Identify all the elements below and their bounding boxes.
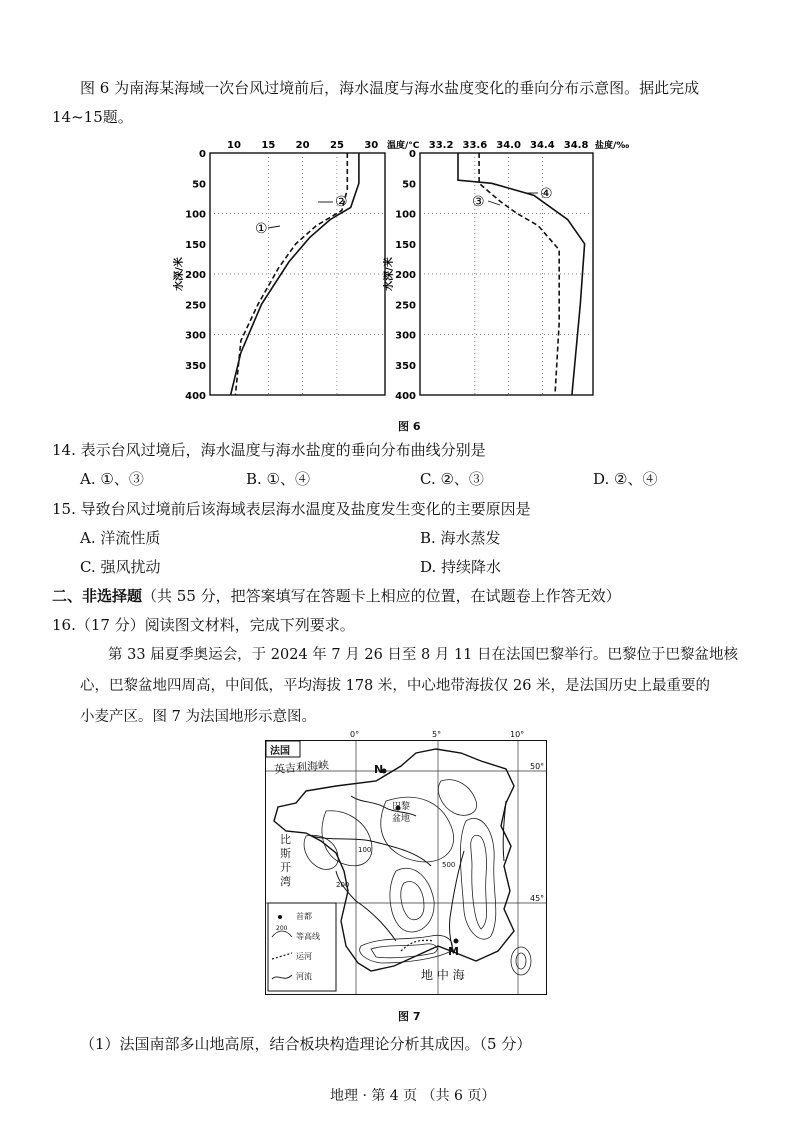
contour-line xyxy=(471,835,487,929)
x-tick-label: 34.8 xyxy=(563,140,589,151)
y-tick-label: 100 xyxy=(185,209,206,221)
label-contour-200: 200 xyxy=(336,881,350,889)
x-tick-label: 10 xyxy=(227,140,241,151)
x-tick-label: 30 xyxy=(364,140,379,151)
contour-line xyxy=(390,868,434,932)
label-biscay-3: 开 xyxy=(280,861,291,874)
q16-paragraph-line-3: 小麦产区。图 7 为法国地形示意图。 xyxy=(80,709,316,725)
point-m-dot xyxy=(454,939,459,944)
label-mediterranean: 地 中 海 xyxy=(421,968,465,982)
label-biscay-2: 斯 xyxy=(280,847,291,860)
y-tick-label: 200 xyxy=(185,270,206,281)
label-english-channel: 英吉利海峡 xyxy=(273,758,330,777)
y-tick-label: 250 xyxy=(395,300,416,312)
x-tick-label: 33.6 xyxy=(462,140,488,151)
legend-canal: 运河 xyxy=(296,952,312,961)
contour-line xyxy=(460,818,495,939)
intro-line-1: 图 6 为南海某海域一次台风过境前后，海水温度与海水盐度变化的垂向分布示意图。据此完成 xyxy=(80,79,700,97)
plot-frame xyxy=(420,153,593,395)
series-label: ② xyxy=(335,194,348,210)
label-biscay-1: 比 xyxy=(280,833,291,846)
y-tick-label: 100 xyxy=(395,209,416,221)
lat-label-45: 45° xyxy=(530,894,545,903)
y-tick-label: 50 xyxy=(192,179,206,191)
series-label: ④ xyxy=(540,186,553,202)
series-label: ③ xyxy=(472,194,485,210)
q15-option-c: C. 强风扰动 xyxy=(80,558,161,576)
y-tick-label: 350 xyxy=(185,360,206,372)
y-tick-label: 400 xyxy=(185,391,206,402)
label-basin: 盆地 xyxy=(392,814,411,824)
label-biscay-4: 湾 xyxy=(280,875,291,888)
x-tick-label: 20 xyxy=(295,140,310,151)
contour-line xyxy=(438,780,476,816)
legend-capital-symbol xyxy=(278,915,282,919)
q15-option-b: B. 海水蒸发 xyxy=(420,529,501,547)
map-title: 法国 xyxy=(270,746,290,757)
y-tick-label: 400 xyxy=(395,391,416,402)
q16-paragraph-line-2: 心，巴黎盆地四周高，中间低，平均海拔 178 米，中心地带海拔仅 26 米，是法国历史上最重要的 xyxy=(80,678,711,694)
lon-label-5: 5° xyxy=(432,730,442,739)
y-tick-label: 350 xyxy=(395,360,416,372)
label-paris: 巴黎 xyxy=(392,802,411,812)
q15-stem: 15. 导致台风过境前后该海域表层海水温度及盐度发生变化的主要原因是 xyxy=(52,500,531,518)
section2-heading xyxy=(52,586,621,606)
x-tick-label: 33.2 xyxy=(428,140,454,151)
q14-option-a: A. ①、③ xyxy=(80,470,144,488)
q14-stem: 14. 表示台风过境后，海水温度与海水盐度的垂向分布曲线分别是 xyxy=(52,441,486,459)
y-tick-label: 150 xyxy=(185,239,206,251)
label-m: M xyxy=(448,945,459,958)
q14-option-c: C. ②、③ xyxy=(420,470,484,488)
figure6-caption: 图 6 xyxy=(398,420,421,433)
intro-line-2: 14~15题。 xyxy=(52,108,133,126)
lon-label-10: 10° xyxy=(510,730,525,739)
y-tick-label: 250 xyxy=(185,300,206,312)
legend-capital: 首都 xyxy=(296,912,312,921)
lon-label-0: 0° xyxy=(350,730,360,739)
section2-title: 二、非选择题 xyxy=(52,587,143,605)
y-tick-label: 50 xyxy=(402,179,416,191)
q16-paragraph-line-1: 第 33 届夏季奥运会，于 2024 年 7 月 26 日至 8 月 11 日在法国巴黎举行。巴黎位于巴黎盆地核 xyxy=(108,647,739,663)
section2-instructions: （共 55 分，把答案填写在答题卡上相应的位置，在试题卷上作答无效） xyxy=(142,587,621,605)
corsica-contour-inner xyxy=(516,953,526,969)
q14-option-b: B. ①、④ xyxy=(246,470,311,488)
corsica-contour xyxy=(511,947,531,975)
label-contour-100: 100 xyxy=(358,846,372,854)
france-terrain-map xyxy=(265,740,547,995)
q14-option-d: D. ②、④ xyxy=(593,470,658,488)
q16-sub-1: （1）法国南部多山地高原，结合板块构造理论分析其成因。（5 分） xyxy=(80,1035,532,1053)
legend-contour-value: 200 xyxy=(276,925,288,932)
contour-line xyxy=(360,935,453,963)
x-tick-label: 34.4 xyxy=(530,140,555,151)
x-tick-label: 25 xyxy=(329,140,344,151)
contour-line xyxy=(401,882,424,920)
figure7-caption: 图 7 xyxy=(398,1010,421,1023)
x-axis-unit: 温度/°C xyxy=(387,141,420,151)
salinity-chart xyxy=(382,139,629,402)
label-n: N xyxy=(374,763,384,776)
series-label: ① xyxy=(255,221,268,237)
temperature-chart xyxy=(172,139,420,402)
y-tick-label: 300 xyxy=(395,330,416,342)
y-tick-label: 0 xyxy=(199,149,206,160)
q16-stem: 16.（17 分）阅读图文材料，完成下列要求。 xyxy=(52,616,355,634)
q15-option-d: D. 持续降水 xyxy=(420,558,502,576)
x-tick-label: 15 xyxy=(261,140,276,151)
y-tick-label: 300 xyxy=(185,330,206,342)
y-tick-label: 150 xyxy=(395,239,416,251)
y-axis-label: 水深/米 xyxy=(384,257,395,291)
q15-option-a: A. 洋流性质 xyxy=(80,529,161,547)
legend-contour: 等高线 xyxy=(296,932,320,941)
x-tick-label: 34.0 xyxy=(496,140,521,151)
series-leader xyxy=(488,201,500,205)
label-contour-500: 500 xyxy=(442,861,456,869)
y-axis-label: 水深/米 xyxy=(174,257,185,291)
legend-river: 河流 xyxy=(296,972,312,981)
y-tick-label: 0 xyxy=(409,149,416,160)
lat-label-50: 50° xyxy=(530,762,545,771)
y-tick-label: 200 xyxy=(395,270,416,281)
x-axis-unit: 盐度/‰ xyxy=(595,141,630,151)
series-leader xyxy=(268,226,280,228)
figure6-charts xyxy=(0,0,800,430)
page-footer: 地理 · 第 4 页 （共 6 页） xyxy=(330,1088,496,1104)
